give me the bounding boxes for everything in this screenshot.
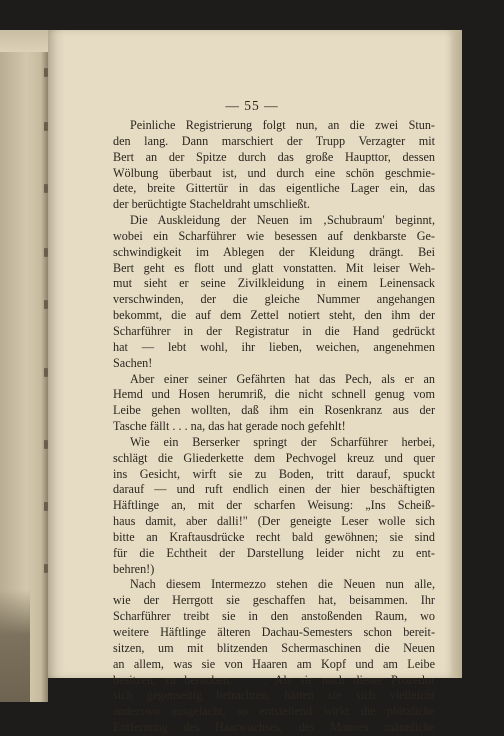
page-shadow [0, 590, 30, 702]
text-line: Aber einer seiner Gefährten hat das Pech, als er an [130, 371, 435, 386]
text-line: Bert an der Spitze durch das große Haupttor, dessen [113, 149, 435, 164]
text-line: Die Auskleidung der Neuen im ‚Schubraum' beginnt, [130, 213, 435, 228]
text-line: bitte an Kraftausdrücke recht bald gewöhnen; sie sind [113, 529, 435, 544]
text-line: Sachen! [113, 355, 153, 370]
text-line: schwindigkeit im Ablegen der Kleidung drängt. Bei [113, 244, 435, 259]
text-line: dete, breite Gittertür in das eigentliche Lager ein, das [113, 181, 435, 196]
text-line: schlägt die Gliederkette dem Pechvogel kreuz und quer [113, 450, 435, 465]
text-line: Wie ein Berserker springt der Scharführer herbei, [130, 434, 435, 449]
text-line: ins Gesicht, wirft sie zu Boden, tritt darauf, spuckt [113, 466, 435, 481]
text-line: sich gegenseitig betrachten, hätten sie sich vielleicht [113, 688, 435, 703]
text-line: mut sieht er seine Zivilkleidung in einem Leinensack [113, 276, 435, 291]
text-line: Scharführer treibt sie in den anstoßenden Raum, wo [113, 609, 435, 624]
text-line: Bert geht es flott und glatt vonstatten. Mit leiser Weh- [113, 260, 435, 275]
text-line: Tasche fällt . . . na, das hat gerade noch gefehlt! [113, 419, 346, 434]
text-line: Hemd und Hosen herumriß, die nicht schnell genug vom [113, 387, 435, 402]
text-line: wie der Herrgott sie geschaffen hat, beisammen. Ihr [113, 593, 435, 608]
text-line: besitzen, zu berauben. . . . Als sie nach dieser Prozedur [113, 672, 435, 687]
text-line: für die Echtheit der Darstellung leider nicht zu ent- [113, 545, 435, 560]
text-line: Entfernung des Haarwuchses, des Mannes männliche [113, 720, 435, 735]
text-line: den lang. Dann marschiert der Trupp Verzagter mit [113, 133, 435, 148]
text-line: an allem, was sie von Haaren am Kopf und am Leibe [113, 656, 435, 671]
text-line: darauf — und ruft endlich einen der hier beschäftigten [113, 482, 435, 497]
text-line: weitere Häftlinge älteren Dachau-Semesters schon bereit- [113, 625, 435, 639]
text-line: verschwinden, der die gleiche Nummer angehangen [113, 292, 435, 307]
text-line: sitzen, um mit blitzenden Schermaschinen die Neuen [113, 640, 435, 655]
text-line: Wölbung überbaut ist, und durch eine schön geschmie- [113, 165, 435, 180]
text-line: der berüchtigte Stacheldraht umschließt. [113, 197, 310, 212]
text-line: anderswo ausgelacht, so entstellend wirkt die plötzliche [113, 704, 435, 719]
text-line: behren!) [113, 561, 155, 576]
text-line: Scharführer in der Registratur in die Hand gedrückt [113, 323, 435, 338]
text-line: Nach diesem Intermezzo stehen die Neuen nun alle, [130, 577, 435, 592]
body-text [113, 118, 435, 736]
text-line: bekommt, die auf dem Zettel notiert steht, den ihm der [113, 308, 435, 323]
text-line: Peinliche Registrierung folgt nun, an die zwei Stun- [130, 118, 435, 132]
text-line: wobei ein Scharführer wie besessen auf denkbarste Ge- [113, 228, 435, 243]
page-number: — 55 — [225, 98, 279, 113]
text-line: haus damit, aber dalli!" (Der geneigte Leser wolle sich [113, 514, 435, 529]
page-right-edge [452, 30, 462, 678]
text-line: Leibe gehen wollten, daß ihm ein Rosenkranz aus der [113, 403, 435, 418]
text-line: Häftlinge an, mit der scharfen Weisung: „Ins Scheiß- [113, 498, 435, 513]
text-line: hat — lebt wohl, ihr lieben, weichen, angenehmen [113, 339, 435, 354]
